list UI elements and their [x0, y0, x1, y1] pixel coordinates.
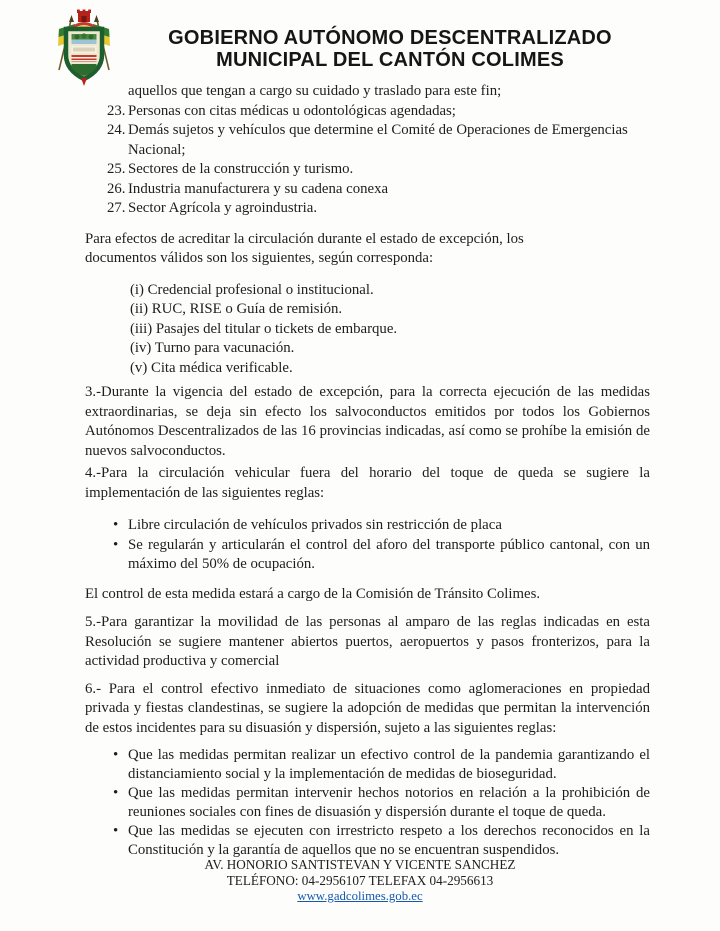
item-number: 24.: [107, 122, 126, 138]
item-number: 23.: [107, 102, 126, 119]
bullet-item: • Que las medidas permitan realizar un efectivo control de la pandemia garantizando el distanciamiento social y la implementación de medidas de bioseguridad.: [85, 746, 650, 784]
item-number: 26.: [107, 180, 126, 197]
paragraph-acreditar: Para efectos de acreditar la circulación durante el estado de excepción, los documentos válidos son los siguientes, según corresponda:: [85, 230, 524, 266]
bullet-list-circulacion: [85, 516, 650, 575]
item-text: Sectores de la construcción y turismo.: [128, 161, 354, 177]
title-line-1: GOBIERNO AUTÓNOMO DESCENTRALIZADO: [168, 27, 612, 49]
item-number: 27.: [107, 200, 126, 216]
item-text: Demás sujetos y vehículos que determine el Comité de Operaciones de Emergencias Nacional;: [128, 122, 628, 158]
numbered-item-25: [85, 160, 650, 180]
paragraph-4: 4.-Para la circulación vehicular fuera del horario del toque de queda se sugiere la implementación de las siguientes reglas:: [85, 465, 650, 501]
document-body: [85, 82, 650, 860]
item-text: Industria manufacturera y su cadena conexa: [128, 180, 389, 197]
list-item-22-continuation: aquellos que tengan a cargo su cuidado y traslado para este fin;: [128, 83, 502, 99]
paragraph-control: El control de esta medida estará a cargo de la Comisión de Tránsito Colimes.: [85, 585, 541, 602]
numbered-item-24: [85, 121, 650, 160]
paragraph-6: 6.- Para el control efectivo inmediato de situaciones como aglomeraciones en propiedad privada y fiestas clandestinas, se sugiere la adopción de medidas que permitan la intervención de estos incidentes para su disuasión y dispersión, sujeto a las siguientes reglas:: [85, 680, 650, 736]
footer-phone: TELÉFONO: 04-2956107 TELEFAX 04-2956613: [226, 872, 494, 888]
bullet-item: • Se regularán y articularán el control del aforo del transporte público cantonal, con un máximo del 50% de ocupación.: [85, 536, 650, 575]
paragraph-5: 5.-Para garantizar la movilidad de las personas al amparo de las reglas indicadas en esta Resolución se sugiere mantener abiertos puertos, aeropuertos y pasos fronterizos, para la actividad productiva y comercial: [85, 614, 650, 669]
page-title: [140, 27, 640, 71]
roman-item-v: (v) Cita médica verificable.: [130, 359, 293, 376]
footer-address: AV. HONORIO SANTISTEVAN Y VICENTE SANCHEZ: [204, 857, 516, 872]
roman-numeral-list: [85, 281, 650, 379]
bullet-list-medidas: [85, 746, 650, 860]
numbered-item-26: [85, 180, 650, 200]
item-number: 25.: [107, 161, 126, 177]
roman-item-ii: (ii) RUC, RISE o Guía de remisión.: [130, 301, 343, 317]
bullet-item: • Que las medidas permitan intervenir hechos notorios en relación a la prohibición de reuniones sociales con fines de disuasión y dispersión durante el toque de queda.: [85, 784, 650, 822]
item-text: Personas con citas médicas u odontológicas agendadas;: [128, 102, 456, 119]
bullet-item: • Que las medidas se ejecuten con irrestricto respeto a los derechos reconocidos en la Constitución y la garantía de aquellos que no se encuentran suspendidos.: [85, 822, 650, 860]
document-footer: [0, 857, 720, 905]
roman-item-iii: (iii) Pasajes del titular o tickets de embarque.: [130, 320, 398, 337]
item-text: Sector Agrícola y agroindustria.: [128, 200, 318, 216]
numbered-item-27: [85, 199, 650, 219]
paragraph-3: 3.-Durante la vigencia del estado de excepción, para la correcta ejecución de las medidas extraordinarias, se deja sin efecto los salvoconductos emitidos por todos los Gobiernos Autónomos Descentralizados de las 16 provincias indicadas, así como se prohíbe la emisión de nuevos salvoconductos.: [85, 384, 650, 459]
roman-item-iv: (iv) Turno para vacunación.: [130, 340, 295, 356]
numbered-item-23: [85, 102, 650, 122]
footer-website-link[interactable]: www.gadcolimes.gob.ec: [297, 889, 423, 903]
bullet-item: • Libre circulación de vehículos privados sin restricción de placa: [85, 516, 650, 536]
title-line-2: MUNICIPAL DEL CANTÓN COLIMES: [216, 49, 564, 71]
coat-of-arms-icon: [50, 8, 118, 88]
roman-item-i: (i) Credencial profesional o institucional.: [130, 281, 374, 298]
